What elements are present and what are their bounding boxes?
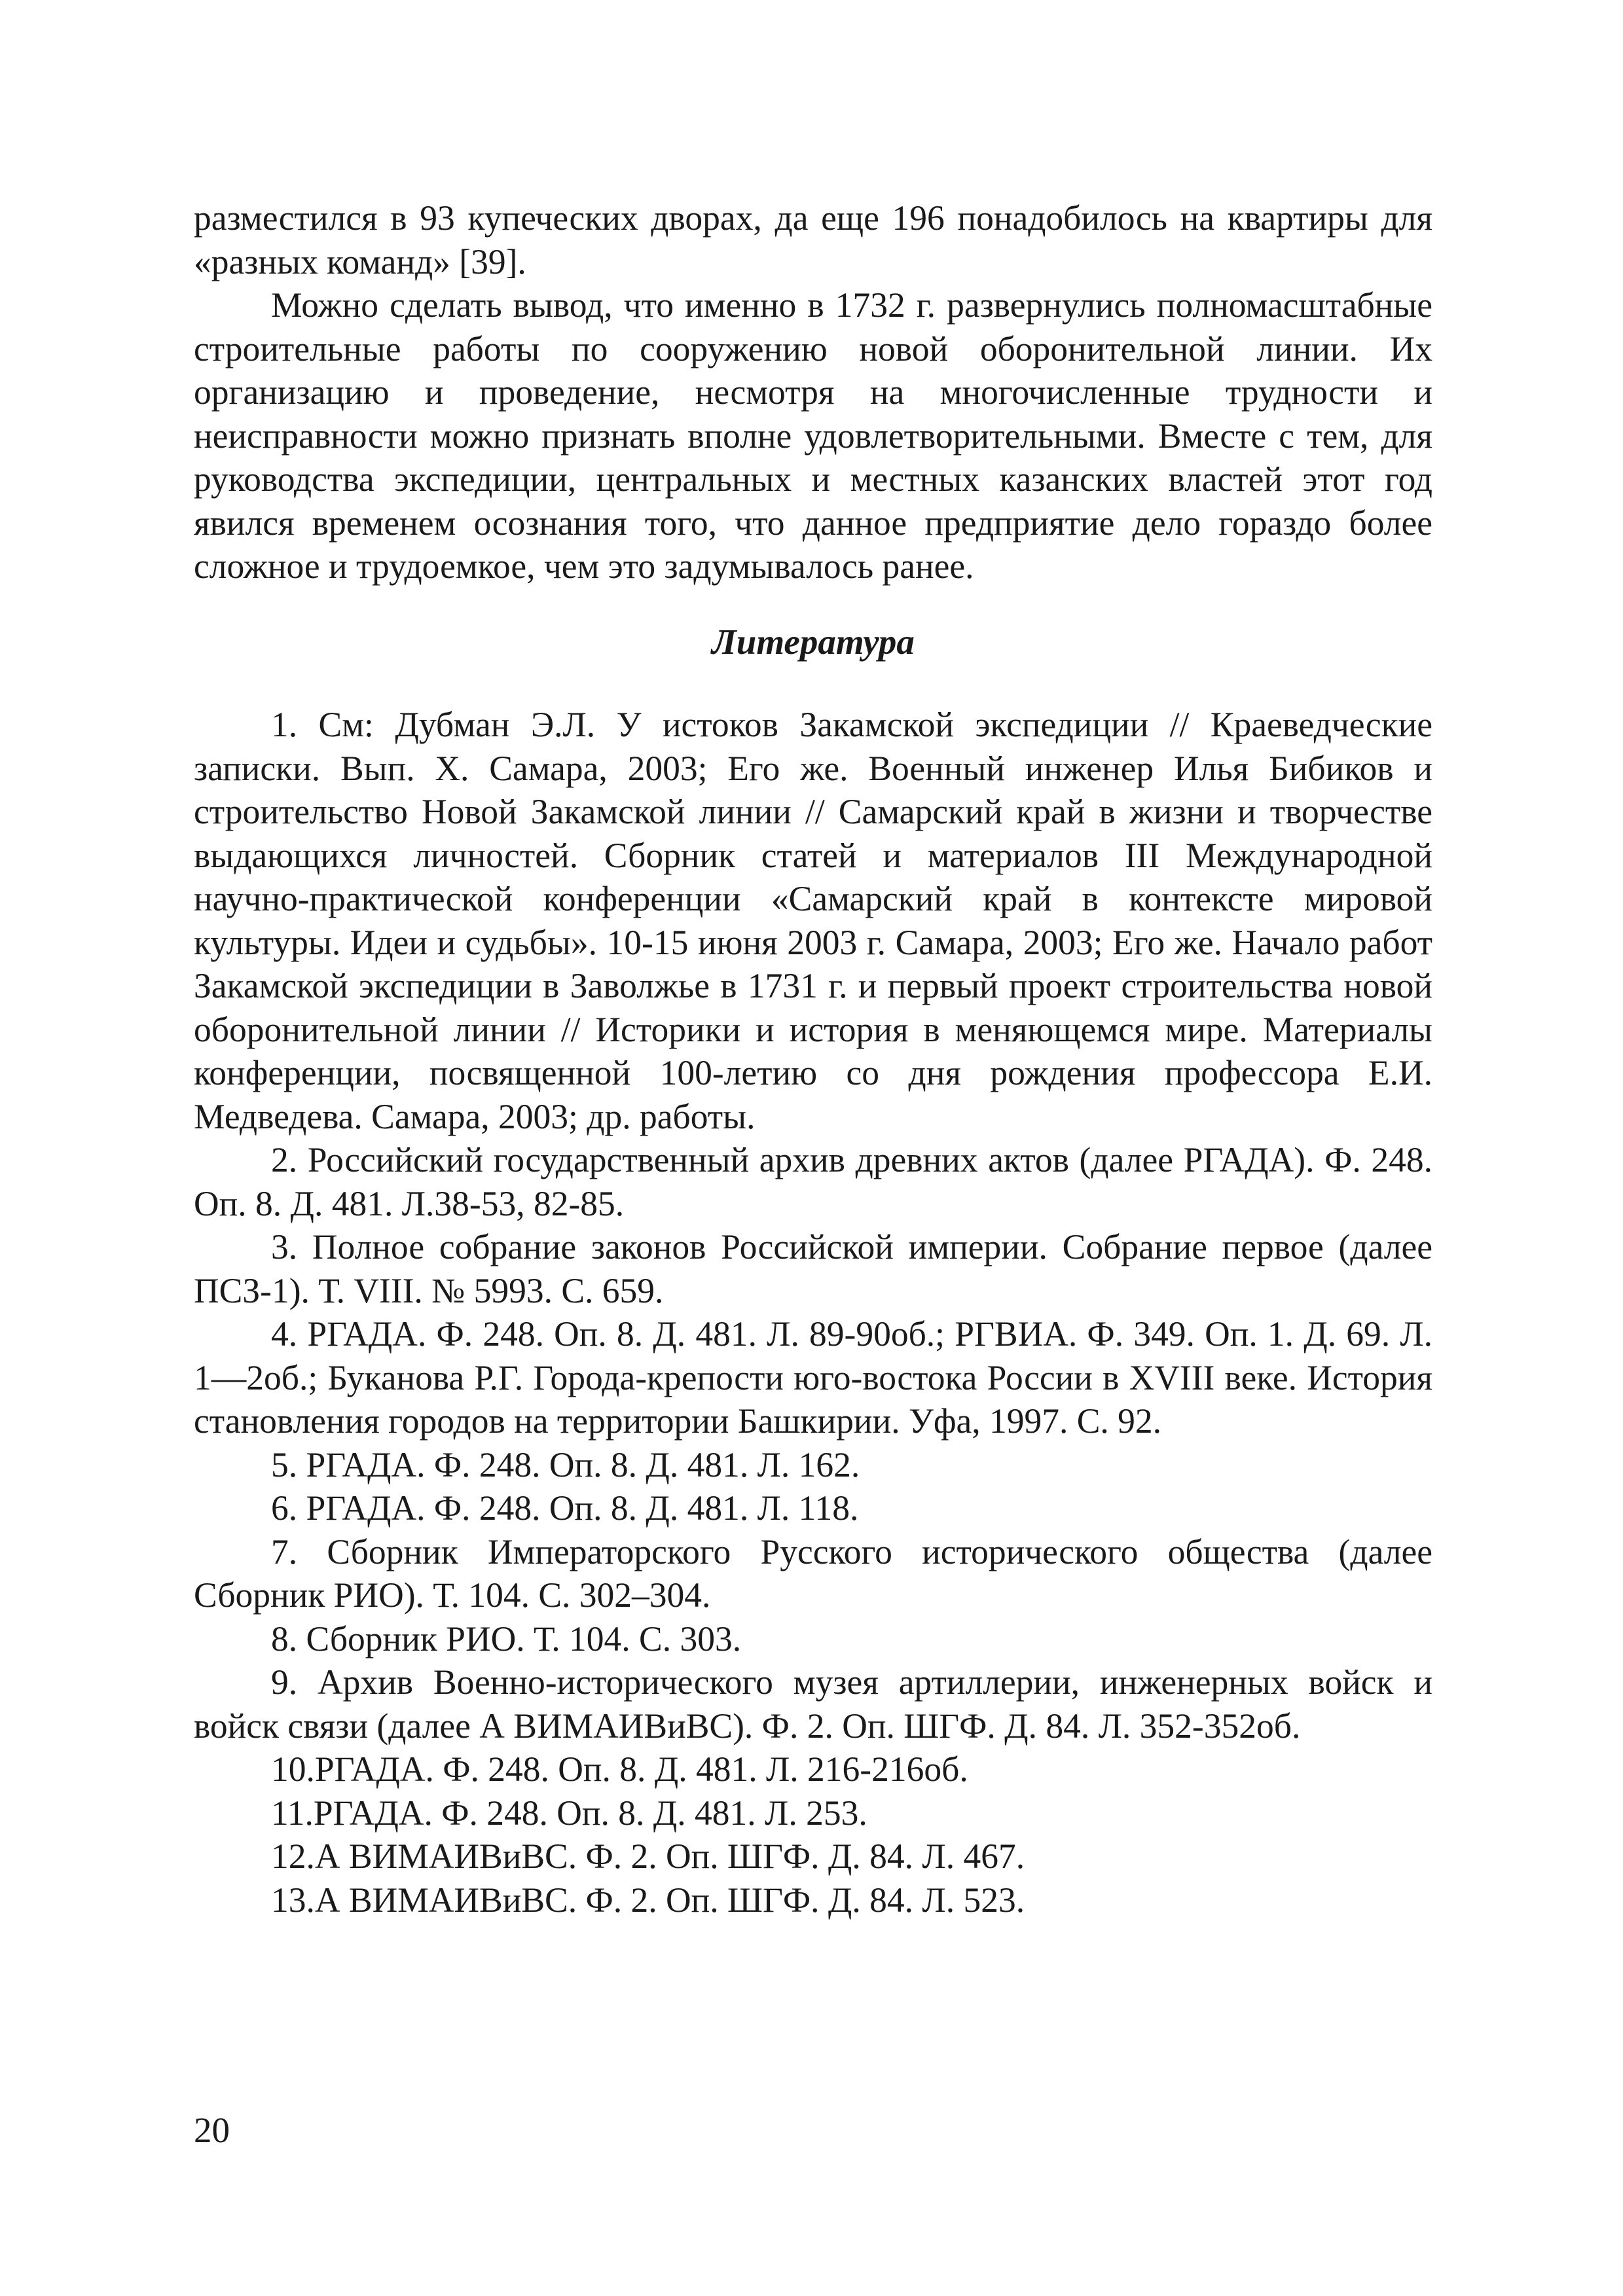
references-heading: Литература xyxy=(712,622,915,662)
reference-item-1: 1. См: Дубман Э.Л. У истоков Закамской экспедиции // Краеведческие записки. Вып. X. Самара, 2003; Его же. Военный инженер Илья Бибиков и строительство Новой Закамской линии // Самарский край в жизни и творчестве выдающихся личностей. Сборник статей и материалов III Международной научно-практической конференции «Самарский край в контексте мировой культуры. Идеи и судьбы». 10-15 июня 2003 г. Самара, 2003; Его же. Начало работ Закамской экспедиции в Заволжье в 1731 г. и первый проект строительства новой оборонительной линии // Историки и история в меняющемся мире. Материалы конференции, посвященной 100-летию со дня рождения профессора Е.И. Медведева. Самара, 2003; др. работы. xyxy=(194,705,1432,1136)
reference-item-9: 9. Архив Военно-исторического музея артиллерии, инженерных войск и войск связи (далее А ВИМАИВиВС). Ф. 2. Оп. ШГФ. Д. 84. Л. 352-352об. xyxy=(194,1662,1432,1746)
reference-item-3: 3. Полное собрание законов Российской империи. Собрание первое (далее ПСЗ-1). Т. VIII. № 5993. С. 659. xyxy=(194,1227,1432,1310)
reference-item-6: 6. РГАДА. Ф. 248. Оп. 8. Д. 481. Л. 118. xyxy=(271,1488,859,1528)
reference-item-12: 12.А ВИМАИВиВС. Ф. 2. Оп. ШГФ. Д. 84. Л. 467. xyxy=(271,1837,1025,1876)
paragraph-continuation: разместился в 93 купеческих дворах, да еще 196 понадобилось на квартиры для «разных команд» [39]. xyxy=(194,198,1432,281)
page-number: 20 xyxy=(194,2110,230,2150)
reference-item-4: 4. РГАДА. Ф. 248. Оп. 8. Д. 481. Л. 89-90об.; РГВИА. Ф. 349. Оп. 1. Д. 69. Л. 1—2об.; Буканова Р.Г. Города-крепости юго-востока России в XVIII веке. История становления городов на территории Башкирии. Уфа, 1997. С. 92. xyxy=(194,1314,1432,1441)
body-text xyxy=(194,196,1432,588)
reference-item-13: 13.А ВИМАИВиВС. Ф. 2. Оп. ШГФ. Д. 84. Л. 523. xyxy=(271,1880,1025,1920)
reference-item-10: 10.РГАДА. Ф. 248. Оп. 8. Д. 481. Л. 216-216об. xyxy=(271,1749,968,1789)
reference-item-2: 2. Российский государственный архив древних актов (далее РГАДА). Ф. 248. Оп. 8. Д. 481. Л.38-53, 82-85. xyxy=(194,1140,1432,1223)
reference-item-5: 5. РГАДА. Ф. 248. Оп. 8. Д. 481. Л. 162. xyxy=(271,1444,860,1484)
references-list xyxy=(194,703,1432,1922)
paragraph-conclusion: Можно сделать вывод, что именно в 1732 г. развернулись полномасштабные строительные работы по сооружению новой оборонительной линии. Их организацию и проведение, несмотря на многочисленные трудности и неисправности можно признать вполне удовлетворительными. Вместе с тем, для руководства экспедиции, центральных и местных казанских властей этот год явился временем осознания того, что данное предприятие дело гораздо более сложное и трудоемкое, чем это задумывалось ранее. xyxy=(194,285,1432,586)
reference-item-11: 11.РГАДА. Ф. 248. Оп. 8. Д. 481. Л. 253. xyxy=(271,1793,867,1833)
reference-item-7: 7. Сборник Императорского Русского исторического общества (далее Сборник РИО). Т. 104. С. 302–304. xyxy=(194,1532,1432,1615)
reference-item-8: 8. Сборник РИО. Т. 104. С. 303. xyxy=(271,1619,742,1659)
